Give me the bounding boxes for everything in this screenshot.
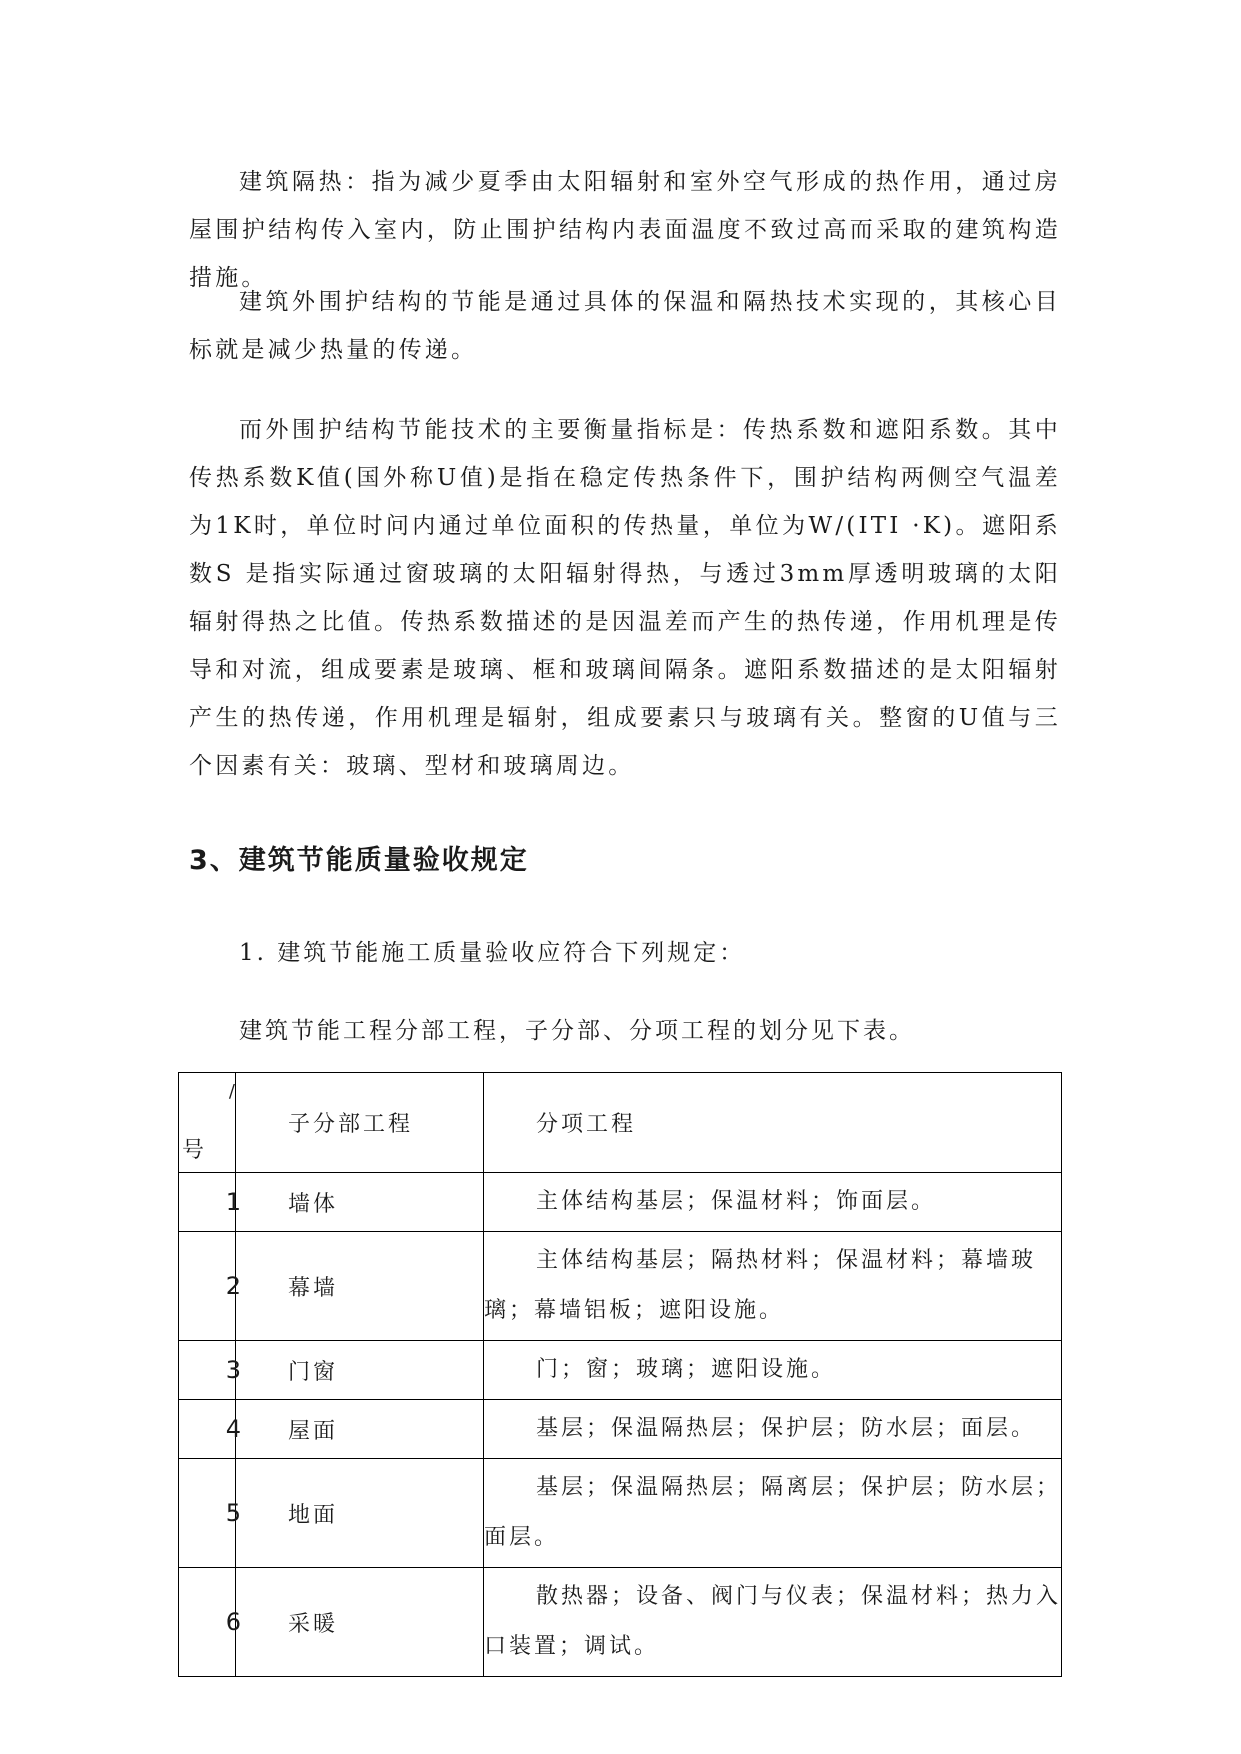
table-row	[179, 1173, 1062, 1232]
row-sub-division: 地面	[236, 1459, 484, 1568]
table-row	[179, 1400, 1062, 1459]
section-heading: 3、建筑节能质量验收规定	[189, 845, 529, 876]
division-table	[178, 1072, 1062, 1677]
row-no: 4	[225, 1415, 241, 1443]
paragraph-envelope-energy-saving: 建筑外围护结构的节能是通过具体的保温和隔热技术实现的，其核心目标就是减少热量的传递。	[189, 289, 1061, 363]
table-header-row	[179, 1073, 1062, 1173]
row-item: 主体结构基层；保温材料；饰面层。	[484, 1173, 1062, 1232]
paragraph-heat-transfer-coefficient: 而外围护结构节能技术的主要衡量指标是：传热系数和遮阳系数。其中传热系数K值(国外称U值)是指在稳定传热条件下，围护结构两侧空气温差为1K时，单位时问内通过单位面积的传热量，单位为W/(ITI ·K)。遮阳系数S 是指实际通过窗玻璃的太阳辐射得热，与透过3mm厚透明玻璃的太阳辐射得热之比值。传热系数描述的是因温差而产生的热传递，作用机理是传导和对流，组成要素是玻璃、框和玻璃间隔条。遮阳系数描述的是太阳辐射产生的热传递，作用机理是辐射，组成要素只与玻璃有关。整窗的U值与三个因素有关：玻璃、型材和玻璃周边。	[189, 417, 1061, 779]
header-no-cell	[179, 1073, 236, 1173]
row-sub-division: 幕墙	[236, 1232, 484, 1341]
row-sub-division: 屋面	[236, 1400, 484, 1459]
row-no: 6	[225, 1608, 241, 1636]
row-sub-division: 墙体	[236, 1173, 484, 1232]
row-no-cell	[179, 1232, 241, 1341]
row-item: 主体结构基层；隔热材料；保温材料；幕墙玻璃；幕墙铝板；遮阳设施。	[484, 1232, 1062, 1341]
rule-line: 1. 建筑节能施工质量验收应符合下列规定：	[239, 940, 746, 966]
row-no: 3	[225, 1356, 241, 1384]
row-item: 门；窗；玻璃；遮阳设施。	[484, 1341, 1062, 1400]
header-no-fragment-top: /	[228, 1081, 235, 1102]
row-no-cell	[179, 1459, 241, 1568]
row-sub-division: 采暖	[236, 1568, 484, 1677]
paragraph-building-insulation: 建筑隔热：指为减少夏季由太阳辐射和室外空气形成的热作用，通过房屋围护结构传入室内，防止围护结构内表面温度不致过高而采取的建筑构造措施。	[189, 169, 1061, 291]
row-no-cell	[179, 1341, 241, 1400]
row-no: 5	[225, 1499, 241, 1527]
table-row	[179, 1341, 1062, 1400]
header-no-fragment: 号	[182, 1138, 205, 1163]
row-no: 1	[225, 1188, 241, 1216]
row-item: 基层；保温隔热层；隔离层；保护层；防水层；面层。	[484, 1459, 1062, 1568]
row-item: 基层；保温隔热层；保护层；防水层；面层。	[484, 1400, 1062, 1459]
table-intro: 建筑节能工程分部工程，子分部、分项工程的划分见下表。	[239, 1018, 915, 1044]
row-sub-division: 门窗	[236, 1341, 484, 1400]
row-item: 散热器；设备、阀门与仪表；保温材料；热力入口装置；调试。	[484, 1568, 1062, 1677]
table-row	[179, 1568, 1062, 1677]
table-row	[179, 1232, 1062, 1341]
row-no-cell	[179, 1173, 241, 1232]
table-row	[179, 1459, 1062, 1568]
row-no: 2	[225, 1272, 241, 1300]
row-no-cell	[179, 1400, 241, 1459]
header-item: 分项工程	[484, 1073, 1062, 1173]
header-sub-division: 子分部工程	[236, 1073, 484, 1173]
row-no-cell	[179, 1568, 241, 1677]
